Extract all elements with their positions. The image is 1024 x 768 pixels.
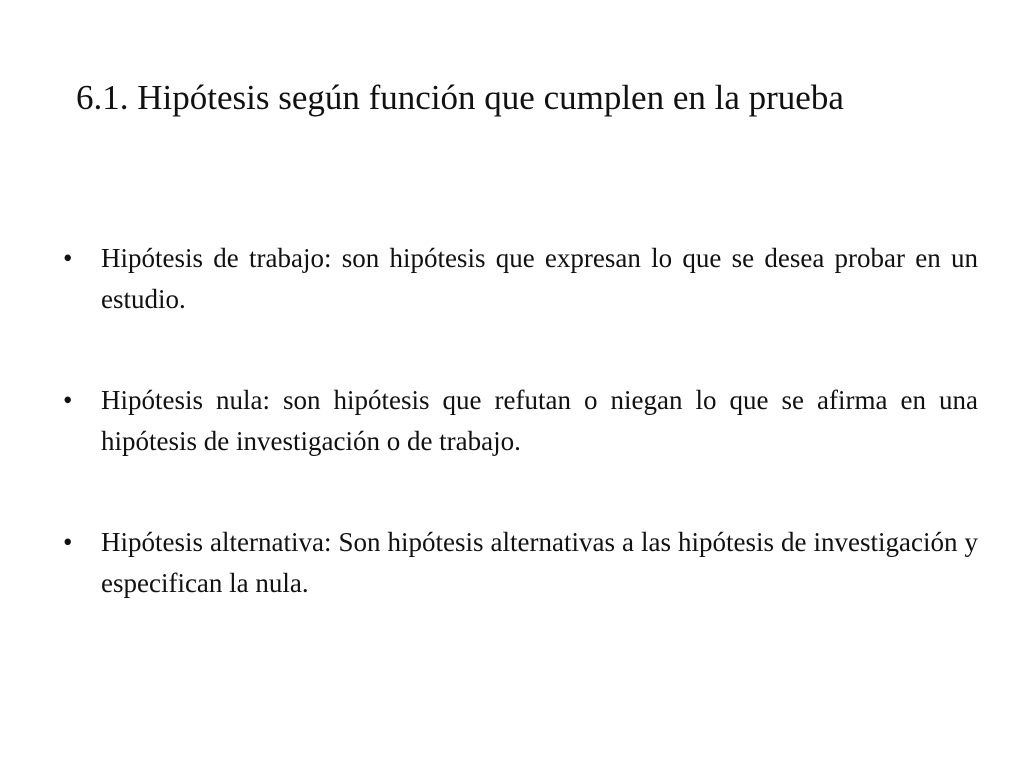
bullet-list (63, 238, 978, 664)
bullet-text: Hipótesis nula: son hipótesis que refutan o niegan lo que se afirma en una hipótesis de investigación o de trabajo. (101, 385, 978, 456)
bullet-item-alternative-hypothesis (63, 522, 978, 604)
bullet-icon: • (63, 243, 73, 273)
bullet-icon: • (63, 385, 73, 415)
bullet-text: Hipótesis alternativa: Son hipótesis alternativas a las hipótesis de investigación y especifican la nula. (101, 527, 978, 598)
bullet-item-null-hypothesis (63, 380, 978, 462)
bullet-icon: • (63, 527, 73, 557)
bullet-text: Hipótesis de trabajo: son hipótesis que expresan lo que se desea probar en un estudio. (101, 243, 978, 314)
slide-title: 6.1. Hipótesis según función que cumplen en la prueba (76, 78, 844, 117)
bullet-item-working-hypothesis (63, 238, 978, 320)
